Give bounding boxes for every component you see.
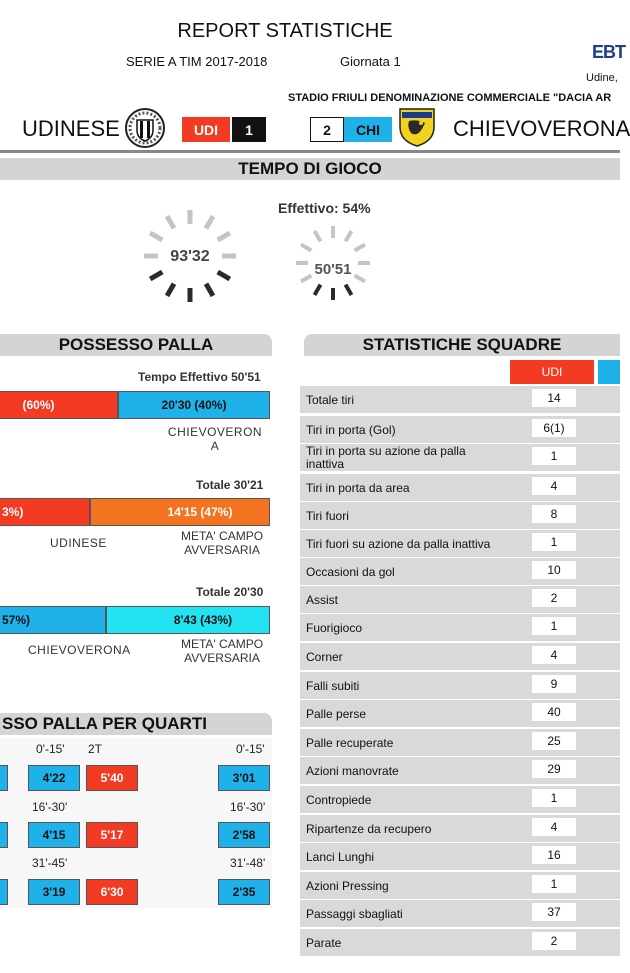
possesso-block3-home-label: CHIEVOVERONA bbox=[28, 643, 131, 657]
away-code-badge: CHI bbox=[344, 117, 392, 142]
stat-row bbox=[300, 643, 620, 671]
possesso-block2-home-bar bbox=[0, 498, 90, 526]
stat-label: Tiri in porta (Gol) bbox=[306, 423, 396, 437]
stat-label: Tiri fuori bbox=[306, 509, 349, 523]
stat-label-line2: inattiva bbox=[306, 457, 345, 471]
stat-row bbox=[300, 558, 620, 586]
possesso-block2-away-bar bbox=[90, 498, 270, 526]
statistiche-title: STATISTICHE SQUADRE bbox=[362, 335, 562, 354]
quarti-row3-right-range: 31'-48' bbox=[230, 856, 266, 870]
stat-value: 37 bbox=[532, 903, 576, 921]
stat-row bbox=[300, 530, 620, 558]
stat-row bbox=[300, 386, 620, 414]
dial-tick bbox=[315, 285, 321, 295]
stat-value: 1 bbox=[532, 617, 576, 635]
stat-row bbox=[300, 700, 620, 728]
possesso-block2-home-value: 3%) bbox=[2, 505, 24, 519]
stat-row bbox=[300, 672, 620, 700]
possesso-block1-away-bar bbox=[118, 391, 270, 419]
udinese-crest-icon bbox=[124, 107, 166, 149]
stat-row bbox=[300, 502, 620, 530]
quarti-row2-box2 bbox=[86, 822, 138, 848]
stat-value: 40 bbox=[532, 703, 576, 721]
home-code-badge: UDI bbox=[182, 117, 230, 142]
stat-label: Corner bbox=[306, 650, 343, 664]
dial-tick bbox=[150, 233, 162, 240]
statistiche-home-column-label: UDI bbox=[541, 365, 563, 379]
possesso-block3-away-label bbox=[172, 637, 272, 665]
stat-label: Azioni Pressing bbox=[306, 879, 389, 893]
effective-time-value: 50'51 bbox=[314, 261, 352, 278]
city-label: Udine, bbox=[586, 72, 618, 84]
stat-row bbox=[300, 900, 620, 928]
total-time-value: 93'32 bbox=[170, 248, 210, 265]
dial-tick bbox=[315, 231, 321, 241]
dial-tick bbox=[301, 245, 311, 251]
dial-tick bbox=[167, 216, 174, 228]
quarti-row3-left-range: 31'-45' bbox=[32, 856, 68, 870]
effettivo-label: Effettivo: 54% bbox=[278, 200, 371, 216]
possesso-section-header bbox=[0, 334, 272, 356]
stat-value: 4 bbox=[532, 818, 576, 836]
stat-label: Contropiede bbox=[306, 793, 372, 807]
possesso-block1-home-value: (60%) bbox=[22, 398, 55, 412]
stat-value: 16 bbox=[532, 846, 576, 864]
quarti-row1-right-range: 0'-15' bbox=[236, 742, 265, 756]
dial-tick bbox=[206, 284, 213, 296]
dial-tick bbox=[218, 233, 230, 240]
possesso-block3-header: Totale 20'30 bbox=[196, 585, 264, 599]
possesso-block1-away-label-line2: A bbox=[210, 439, 220, 453]
stat-label: Assist bbox=[306, 593, 339, 607]
quarti-row3-box1 bbox=[28, 879, 80, 905]
stat-label: Azioni manovrate bbox=[306, 764, 399, 778]
possesso-title: POSSESSO PALLA bbox=[58, 335, 214, 354]
stat-value: 25 bbox=[532, 732, 576, 750]
quarti-row3-home-stub bbox=[0, 879, 8, 905]
possesso-block1-away-label bbox=[160, 425, 270, 453]
stat-label bbox=[306, 445, 466, 471]
statistiche-section-header bbox=[304, 334, 620, 356]
stat-row bbox=[300, 729, 620, 757]
stat-label-line1: Tiri in porta su azione da palla bbox=[306, 444, 466, 458]
stat-row bbox=[300, 586, 620, 614]
stat-value: 6(1) bbox=[532, 419, 576, 437]
quarti-row3-value1: 3'19 bbox=[42, 885, 66, 899]
quarti-row1-value3: 3'01 bbox=[232, 771, 256, 785]
header-separator bbox=[0, 150, 620, 153]
possesso-block2-away-label-line1: META' CAMPO bbox=[180, 529, 264, 543]
stat-value: 1 bbox=[532, 875, 576, 893]
stat-value: 1 bbox=[532, 533, 576, 551]
stat-label: Occasioni da gol bbox=[306, 565, 395, 579]
quarti-row1-home-stub bbox=[0, 765, 8, 791]
stat-label: Palle perse bbox=[306, 707, 367, 721]
stat-row bbox=[300, 929, 620, 957]
stat-value: 8 bbox=[532, 505, 576, 523]
quarti-row2-value2: 5'17 bbox=[100, 828, 124, 842]
quarti-row1-box2 bbox=[86, 765, 138, 791]
possesso-block2-home-label: UDINESE bbox=[50, 536, 107, 550]
possesso-block1-away-value: 20'30 (40%) bbox=[161, 398, 227, 412]
quarti-row1-left-range: 0'-15' bbox=[36, 742, 65, 756]
away-score: 2 bbox=[310, 117, 344, 142]
stat-label: Lanci Lunghi bbox=[306, 850, 375, 864]
home-team-name: UDINESE bbox=[22, 116, 120, 141]
stat-label: Parate bbox=[306, 936, 342, 950]
dial-tick bbox=[150, 272, 162, 279]
possesso-block3-away-bar bbox=[106, 606, 270, 634]
stat-row bbox=[300, 444, 620, 472]
dial-tick bbox=[167, 284, 174, 296]
quarti-row3-box3 bbox=[218, 879, 270, 905]
quarti-row1-box1 bbox=[28, 765, 80, 791]
quarti-half2-label: 2T bbox=[88, 742, 103, 756]
possesso-block1-away-label-line1: CHIEVOVERON bbox=[167, 425, 263, 439]
dial-tick bbox=[346, 231, 352, 241]
stat-value: 1 bbox=[532, 789, 576, 807]
quarti-row3-box2 bbox=[86, 879, 138, 905]
stat-label: Tiri fuori su azione da palla inattiva bbox=[306, 537, 491, 551]
possesso-block2-away-label bbox=[172, 529, 272, 557]
quarti-row2-value1: 4'15 bbox=[42, 828, 66, 842]
stat-label: Passaggi sbagliati bbox=[306, 907, 403, 921]
stat-label: Tiri in porta da area bbox=[306, 481, 410, 495]
stat-row bbox=[300, 474, 620, 502]
stat-row bbox=[300, 786, 620, 814]
quarti-row2-box3 bbox=[218, 822, 270, 848]
stat-row bbox=[300, 416, 620, 444]
possesso-block3-home-value: 57%) bbox=[2, 613, 31, 627]
possesso-block3-away-value: 8'43 (43%) bbox=[173, 613, 233, 627]
dial-tick bbox=[218, 272, 230, 279]
dial-tick bbox=[346, 285, 352, 295]
stat-value: 29 bbox=[532, 760, 576, 778]
home-score: 1 bbox=[232, 117, 266, 142]
stat-value: 2 bbox=[532, 589, 576, 607]
stat-row bbox=[300, 872, 620, 900]
possesso-block1-home-bar bbox=[0, 391, 118, 419]
quarti-row2-box1 bbox=[28, 822, 80, 848]
stat-value: 2 bbox=[532, 932, 576, 950]
dial-tick bbox=[355, 245, 365, 251]
possesso-block3-away-label-line2: AVVERSARIA bbox=[184, 651, 260, 665]
stat-row bbox=[300, 614, 620, 642]
report-title: REPORT STATISTICHE bbox=[177, 20, 393, 42]
quarti-row2-right-range: 16'-30' bbox=[230, 800, 266, 814]
stat-row bbox=[300, 815, 620, 843]
quarti-section-header bbox=[0, 713, 272, 735]
tempo-title: TEMPO DI GIOCO bbox=[238, 159, 382, 178]
stat-value: 9 bbox=[532, 675, 576, 693]
stat-label: Fuorigioco bbox=[306, 621, 363, 635]
league-label: SERIE A TIM 2017-2018 bbox=[126, 54, 268, 69]
quarti-row2-home-stub bbox=[0, 822, 8, 848]
stat-row bbox=[300, 757, 620, 785]
stat-label: Totale tiri bbox=[306, 393, 355, 407]
possesso-block2-away-value: 14'15 (47%) bbox=[167, 505, 233, 519]
possesso-block1-header: Tempo Effettivo 50'51 bbox=[138, 370, 261, 384]
stat-label: Falli subiti bbox=[306, 679, 360, 693]
stat-row bbox=[300, 843, 620, 871]
quarti-title: SSO PALLA PER QUARTI bbox=[2, 714, 207, 733]
possesso-block3-away-label-line1: META' CAMPO bbox=[180, 637, 264, 651]
round-label: Giornata 1 bbox=[340, 54, 401, 69]
statistiche-home-column-header bbox=[510, 360, 594, 384]
possesso-block2-header: Totale 30'21 bbox=[196, 478, 264, 492]
tempo-section-header bbox=[0, 158, 620, 180]
dial-tick bbox=[206, 216, 213, 228]
stat-value: 10 bbox=[532, 561, 576, 579]
stat-value: 14 bbox=[532, 389, 576, 407]
quarti-row3-value3: 2'35 bbox=[232, 885, 256, 899]
quarti-row2-value3: 2'58 bbox=[232, 828, 256, 842]
possesso-block2-away-label-line2: AVVERSARIA bbox=[184, 543, 260, 557]
possesso-block3-home-bar bbox=[0, 606, 106, 634]
stat-value: 1 bbox=[532, 447, 576, 465]
stat-value: 4 bbox=[532, 646, 576, 664]
stat-value: 4 bbox=[532, 477, 576, 495]
statistiche-away-column-header bbox=[598, 360, 620, 384]
stat-label: Palle recuperate bbox=[306, 736, 394, 750]
away-team-name: CHIEVOVERONA bbox=[453, 116, 630, 141]
stat-label: Ripartenze da recupero bbox=[306, 822, 432, 836]
quarti-row1-box3 bbox=[218, 765, 270, 791]
ebt-logo: EBT bbox=[592, 42, 625, 62]
quarti-row3-value2: 6'30 bbox=[100, 885, 124, 899]
quarti-row2-left-range: 16'-30' bbox=[32, 800, 68, 814]
quarti-row1-value2: 5'40 bbox=[100, 771, 124, 785]
stadium-label: STADIO FRIULI DENOMINAZIONE COMMERCIALE "DACIA AR bbox=[288, 92, 612, 104]
quarti-row1-value1: 4'22 bbox=[42, 771, 66, 785]
chievo-crest-icon bbox=[398, 107, 436, 147]
